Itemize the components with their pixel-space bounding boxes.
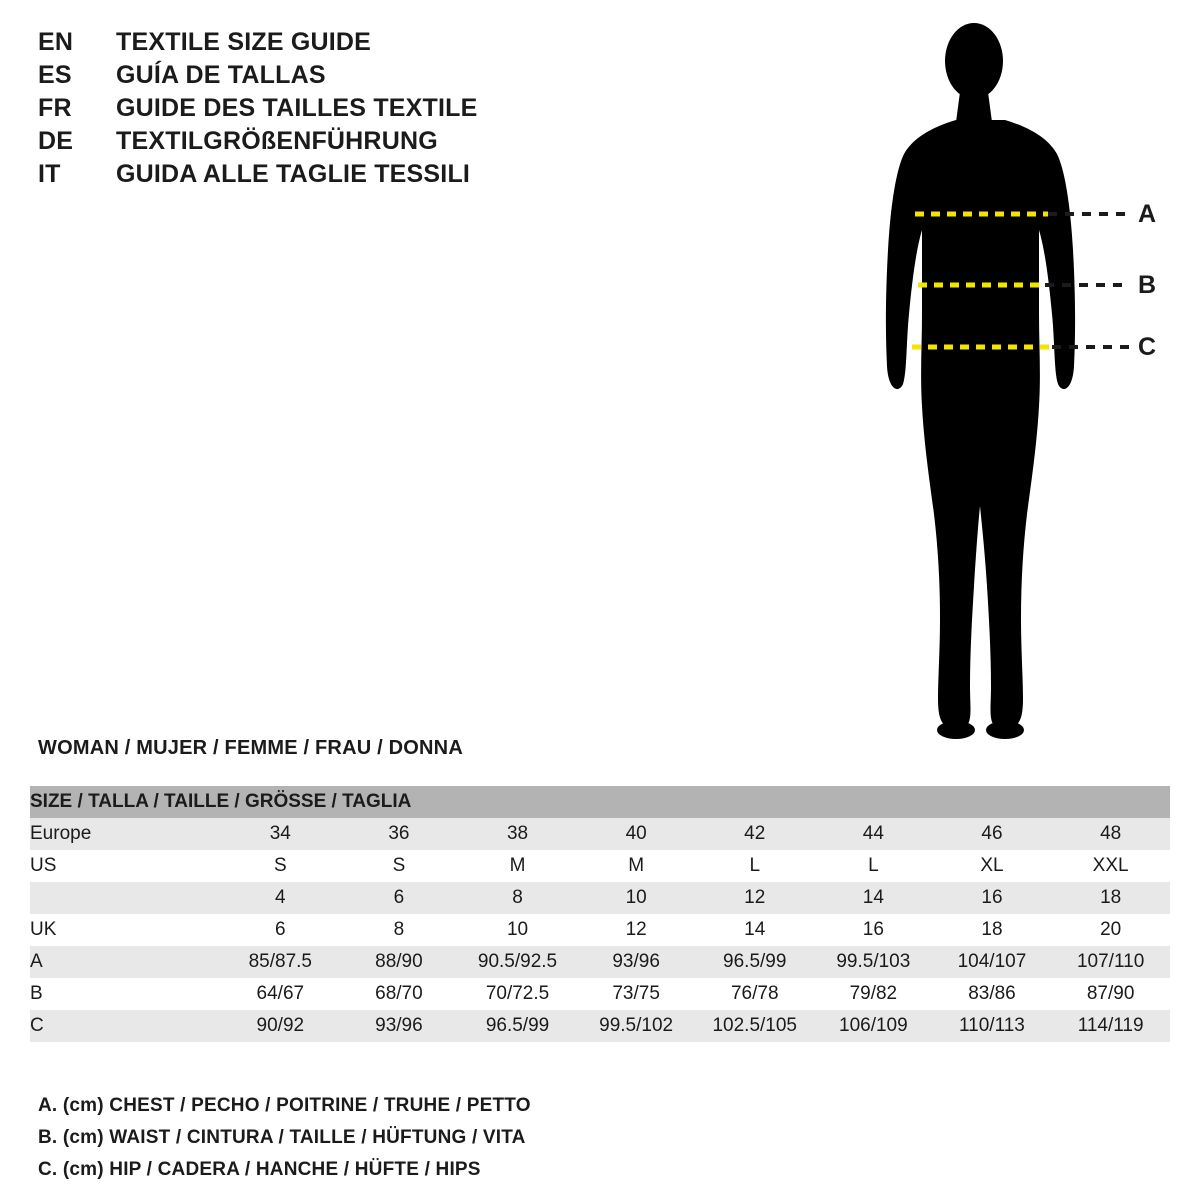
- title-row: [38, 28, 738, 61]
- row-value: L: [814, 850, 933, 882]
- language-title-block: [38, 28, 738, 193]
- row-value: 99.5/103: [814, 946, 933, 978]
- row-value: 18: [1051, 882, 1170, 914]
- row-value: 104/107: [933, 946, 1052, 978]
- row-label: C: [30, 1010, 221, 1042]
- row-value: 10: [577, 882, 696, 914]
- row-label: US: [30, 850, 221, 882]
- title-lang-code: EN: [38, 28, 74, 56]
- row-value: 18: [933, 914, 1052, 946]
- row-value: 34: [221, 818, 340, 850]
- row-label: UK: [30, 914, 221, 946]
- title-row: [38, 94, 738, 127]
- row-value: 107/110: [1051, 946, 1170, 978]
- row-value: S: [340, 850, 459, 882]
- row-value: L: [695, 850, 814, 882]
- row-value: 16: [814, 914, 933, 946]
- table-row: [30, 946, 1170, 978]
- row-value: XL: [933, 850, 1052, 882]
- row-value: 8: [340, 914, 459, 946]
- body-measurement-figure: [840, 14, 1170, 754]
- row-value: 6: [221, 914, 340, 946]
- note-chest: A. (cm) CHEST / PECHO / POITRINE / TRUHE / PETTO: [38, 1095, 531, 1116]
- row-value: M: [577, 850, 696, 882]
- row-value: 64/67: [221, 978, 340, 1010]
- row-value: 90/92: [221, 1010, 340, 1042]
- row-value: S: [221, 850, 340, 882]
- row-value: M: [458, 850, 577, 882]
- row-label: B: [30, 978, 221, 1010]
- table-row: [30, 1010, 1170, 1042]
- row-label: Europe: [30, 818, 221, 850]
- row-value: 93/96: [577, 946, 696, 978]
- row-value: 8: [458, 882, 577, 914]
- table-header-row: [30, 786, 1170, 818]
- section-title-woman: WOMAN / MUJER / FEMME / FRAU / DONNA: [38, 737, 463, 759]
- row-value: 99.5/102: [577, 1010, 696, 1042]
- table-row: [30, 818, 1170, 850]
- size-table: [30, 786, 1170, 1042]
- row-value: 93/96: [340, 1010, 459, 1042]
- title-row: [38, 160, 738, 193]
- row-value: 79/82: [814, 978, 933, 1010]
- table-row: [30, 978, 1170, 1010]
- row-value: 73/75: [577, 978, 696, 1010]
- title-text: TEXTILE SIZE GUIDE: [116, 28, 372, 56]
- table-row: [30, 850, 1170, 882]
- title-text: TEXTILGRÖßENFÜHRUNG: [116, 127, 438, 155]
- row-value: 90.5/92.5: [458, 946, 577, 978]
- measure-label-c: C: [1138, 333, 1157, 361]
- title-row: [38, 127, 738, 160]
- row-value: 20: [1051, 914, 1170, 946]
- row-value: 96.5/99: [458, 1010, 577, 1042]
- row-value: 96.5/99: [695, 946, 814, 978]
- title-lang-code: IT: [38, 160, 61, 188]
- measurement-notes: [38, 1090, 838, 1186]
- row-value: 40: [577, 818, 696, 850]
- measure-label-b: B: [1138, 271, 1157, 299]
- row-label: [30, 882, 221, 914]
- measure-label-a: A: [1138, 200, 1157, 228]
- row-value: 38: [458, 818, 577, 850]
- title-text: GUÍA DE TALLAS: [116, 61, 326, 89]
- note-waist: B. (cm) WAIST / CINTURA / TAILLE / HÜFTUNG / VITA: [38, 1127, 526, 1148]
- note-hip: C. (cm) HIP / CADERA / HANCHE / HÜFTE / HIPS: [38, 1159, 481, 1180]
- row-value: 88/90: [340, 946, 459, 978]
- row-value: 10: [458, 914, 577, 946]
- row-value: 48: [1051, 818, 1170, 850]
- title-lang-code: FR: [38, 94, 72, 122]
- row-value: 102.5/105: [695, 1010, 814, 1042]
- row-value: 68/70: [340, 978, 459, 1010]
- table-header-label: SIZE / TALLA / TAILLE / GRÖSSE / TAGLIA: [30, 786, 1170, 818]
- table-row: [30, 914, 1170, 946]
- row-value: 85/87.5: [221, 946, 340, 978]
- row-value: 14: [695, 914, 814, 946]
- title-lang-code: DE: [38, 127, 74, 155]
- title-lang-code: ES: [38, 61, 72, 89]
- row-label: A: [30, 946, 221, 978]
- row-value: 70/72.5: [458, 978, 577, 1010]
- row-value: 14: [814, 882, 933, 914]
- row-value: XXL: [1051, 850, 1170, 882]
- row-value: 76/78: [695, 978, 814, 1010]
- row-value: 44: [814, 818, 933, 850]
- row-value: 6: [340, 882, 459, 914]
- row-value: 36: [340, 818, 459, 850]
- row-value: 46: [933, 818, 1052, 850]
- row-value: 110/113: [933, 1010, 1052, 1042]
- female-silhouette-icon: [840, 14, 1170, 754]
- row-value: 83/86: [933, 978, 1052, 1010]
- row-value: 106/109: [814, 1010, 933, 1042]
- row-value: 12: [577, 914, 696, 946]
- row-value: 4: [221, 882, 340, 914]
- title-row: [38, 61, 738, 94]
- title-text: GUIDE DES TAILLES TEXTILE: [116, 94, 478, 122]
- title-text: GUIDA ALLE TAGLIE TESSILI: [116, 160, 471, 188]
- row-value: 12: [695, 882, 814, 914]
- row-value: 42: [695, 818, 814, 850]
- table-row: [30, 882, 1170, 914]
- row-value: 16: [933, 882, 1052, 914]
- row-value: 114/119: [1051, 1010, 1170, 1042]
- row-value: 87/90: [1051, 978, 1170, 1010]
